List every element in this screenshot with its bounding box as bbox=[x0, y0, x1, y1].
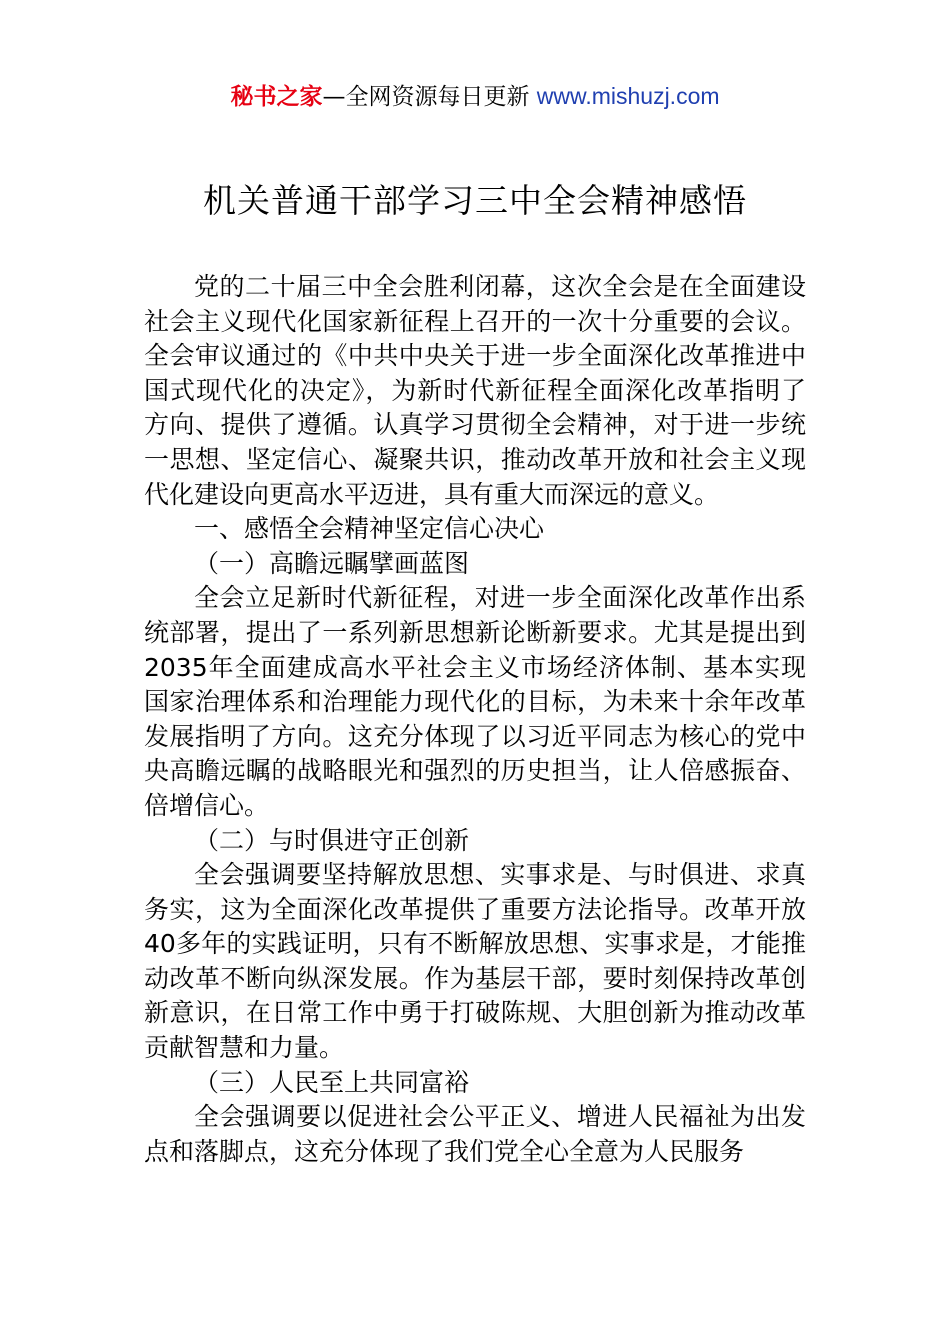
document-body bbox=[144, 270, 806, 1169]
paragraph-intro: 党的二十届三中全会胜利闭幕，这次全会是在全面建设社会主义现代化国家新征程上召开的一次十分重要的会议。全会审议通过的《中共中央关于进一步全面深化改革推进中国式现代化的决定》，为新时代新征程全面深化改革指明了方向、提供了遵循。认真学习贯彻全会精神，对于进一步统一思想、坚定信心、凝聚共识，推动改革开放和社会主义现代化建设向更高水平迈进，具有重大而深远的意义。 bbox=[144, 272, 806, 509]
paragraph-3: 全会强调要以促进社会公平正义、增进人民福祉为出发点和落脚点，这充分体现了我们党全心全意为人民服务 bbox=[144, 1102, 806, 1166]
site-tagline: —全网资源每日更新 bbox=[322, 84, 537, 110]
paragraph-2: 全会强调要坚持解放思想、实事求是、与时俱进、求真务实，这为全面深化改革提供了重要方法论指导。改革开放40多年的实践证明，只有不断解放思想、实事求是，才能推动改革不断向纵深发展。作为基层干部，要时刻保持改革创新意识，在日常工作中勇于打破陈规、大胆创新为推动改革贡献智慧和力量。 bbox=[144, 860, 806, 1063]
subsection-heading-1: （一）高瞻远瞩擘画蓝图 bbox=[194, 548, 470, 578]
site-brand: 秘书之家 bbox=[230, 84, 323, 110]
subsection-heading-2: （二）与时俱进守正创新 bbox=[194, 825, 470, 855]
site-header bbox=[0, 80, 950, 113]
document-title: 机关普通干部学习三中全会精神感悟 bbox=[203, 181, 747, 220]
subsection-heading-3: （三）人民至上共同富裕 bbox=[194, 1067, 470, 1097]
section-heading-1: 一、感悟全会精神坚定信心决心 bbox=[194, 514, 545, 544]
site-url[interactable]: www.mishuzj.com bbox=[536, 83, 720, 109]
paragraph-1: 全会立足新时代新征程，对进一步全面深化改革作出系统部署，提出了一系列新思想新论断新要求。尤其是提出到2035年全面建成高水平社会主义市场经济体制、基本实现国家治理体系和治理能力现代化的目标，为未来十余年改革发展指明了方向。这充分体现了以习近平同志为核心的党中央高瞻远瞩的战略眼光和强烈的历史担当，让人倍感振奋、倍增信心。 bbox=[144, 583, 806, 820]
